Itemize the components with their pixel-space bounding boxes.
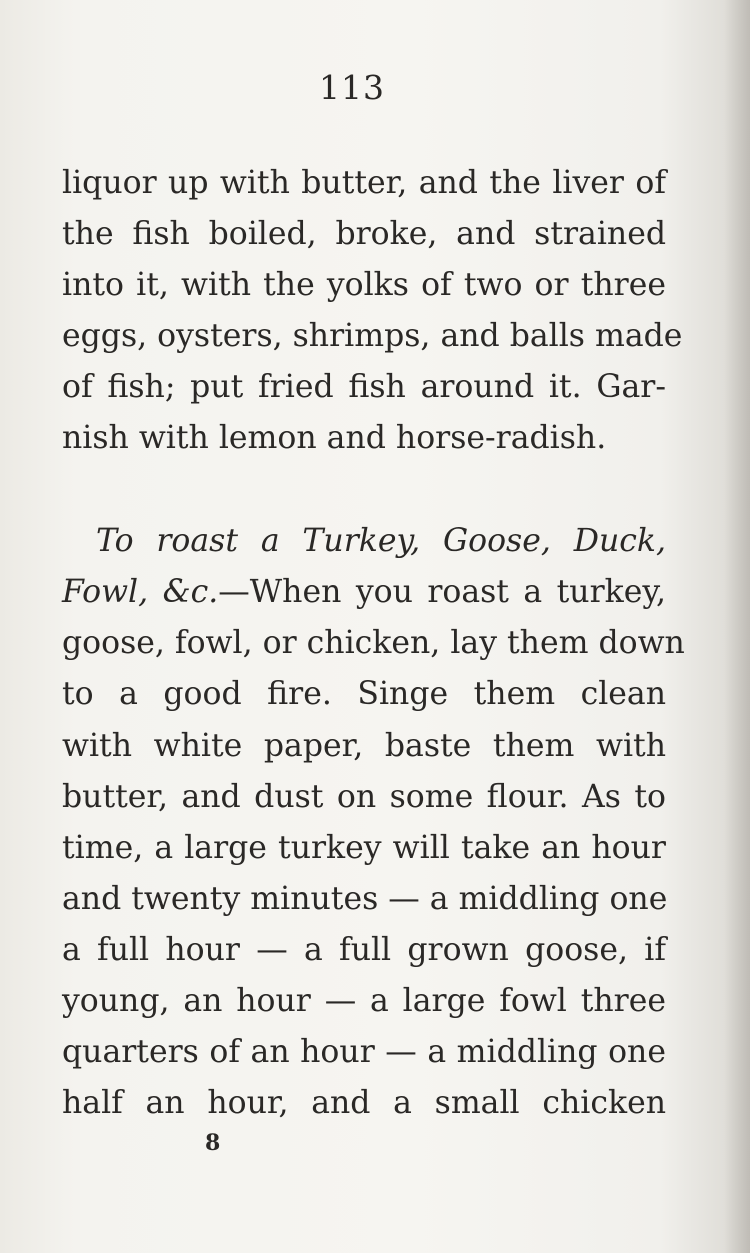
page-edge-shadow: [724, 0, 750, 1253]
text-line: butter, and dust on some flour. As to: [62, 779, 666, 815]
recipe-heading-continued: Fowl, &c.: [62, 574, 219, 610]
text-line: eggs, oysters, shrimps, and balls made: [62, 318, 683, 354]
text-line: the fish boiled, broke, and strained: [62, 216, 666, 252]
text-line: time, a large turkey will take an hour: [62, 830, 666, 866]
text-line: to a good fire. Singe them clean: [62, 676, 666, 712]
text-line: young, an hour — a large fowl three: [62, 983, 666, 1019]
text-line: a full hour — a full grown goose, if: [62, 932, 666, 968]
signature-mark: 8: [205, 1130, 221, 1156]
text-line: into it, with the yolks of two or three: [62, 267, 666, 303]
text-line: of fish; put fried fish around it. Gar-: [62, 369, 666, 405]
text-line: liquor up with butter, and the liver of: [62, 165, 666, 201]
text-line: [62, 566, 666, 618]
text-line: nish with lemon and horse-radish.: [62, 420, 607, 456]
text-line: half an hour, and a small chicken: [62, 1085, 666, 1121]
text-line-content: —When you roast a turkey,: [218, 574, 666, 610]
text-line: and twenty minutes — a middling one: [62, 881, 668, 917]
text-line: quarters of an hour — a middling one: [62, 1034, 666, 1070]
text-line: with white paper, baste them with: [62, 728, 666, 764]
text-line: goose, fowl, or chicken, lay them down: [62, 625, 685, 661]
recipe-heading: To roast a Turkey, Goose, Duck,: [96, 523, 666, 559]
page-number: 113: [319, 68, 385, 107]
